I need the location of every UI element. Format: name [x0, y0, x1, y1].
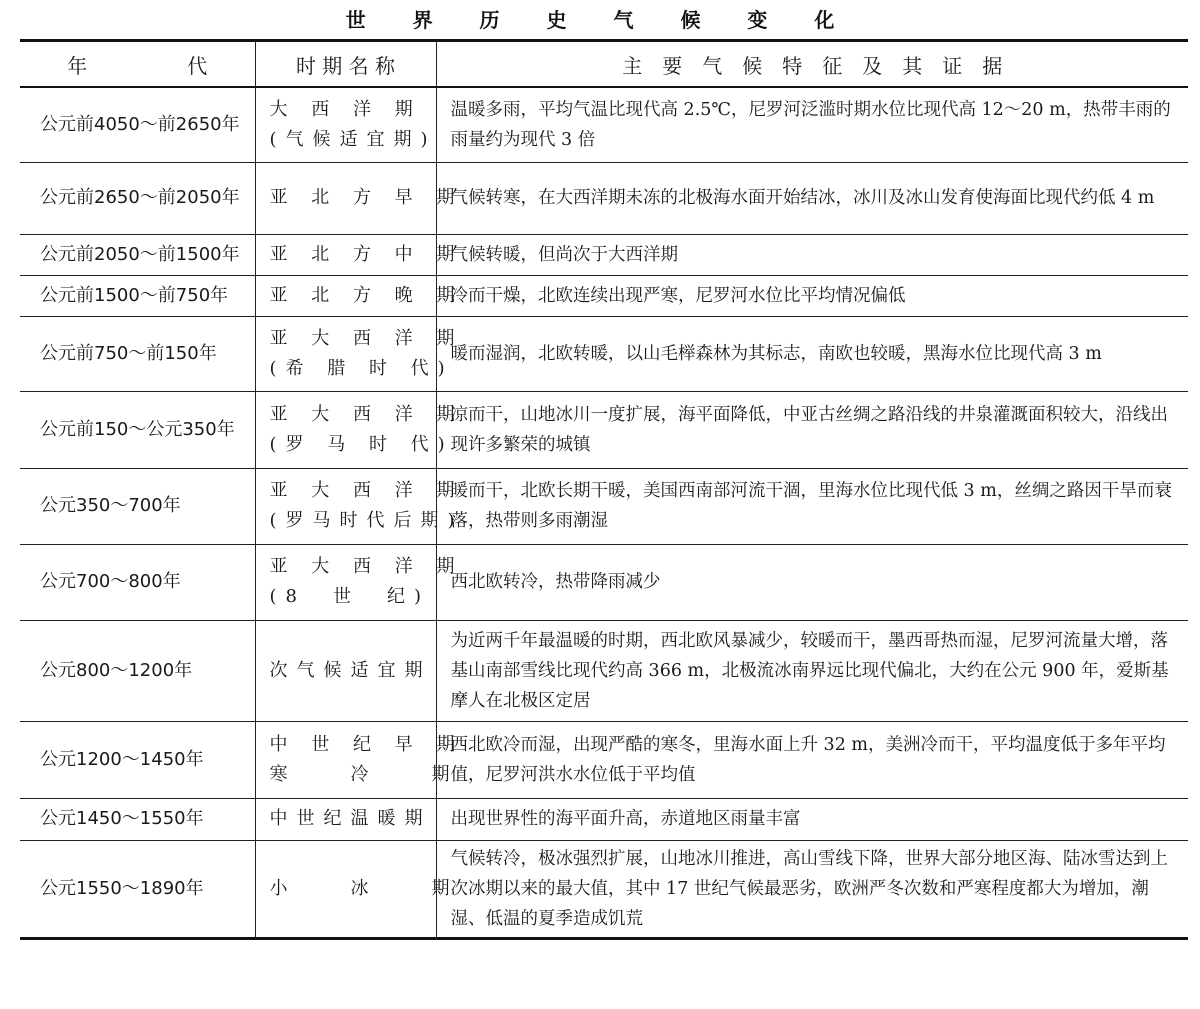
- period-line: 中世纪温暖期: [269, 808, 432, 829]
- era-cell: 公元350～700年: [20, 468, 255, 544]
- header-period: 时 期 名 称: [255, 41, 436, 88]
- era-cell: 公元前2050～前1500年: [20, 234, 255, 275]
- era-cell: 公元1200～1450年: [20, 721, 255, 798]
- period-line: 亚 北 方 早 期: [269, 187, 464, 208]
- period-line: 亚 大 西 洋 期: [269, 480, 464, 501]
- period-cell: [255, 620, 436, 721]
- climate-table: [20, 39, 1188, 940]
- era-cell: 公元前750～前150年: [20, 316, 255, 391]
- features-cell: 为近两千年最温暖的时期，西北欧风暴减少，较暖而干，墨西哥热而湿，尼罗河流量大增，落基山南部雪线比现代约高 366 m，北极流冰南界远比现代偏北，大约在公元 900 年，爱斯基摩人在北极区定居: [436, 620, 1188, 721]
- features-cell: 温暖多雨，平均气温比现代高 2.5℃，尼罗河泛滥时期水位比现代高 12～20 m，热带丰雨的雨量约为现代 3 倍: [436, 87, 1188, 162]
- table-row: [20, 275, 1188, 316]
- era-cell: 公元1450～1550年: [20, 798, 255, 840]
- features-cell: 西北欧转冷，热带降雨减少: [436, 544, 1188, 620]
- period-line: (气候适宜期): [269, 128, 437, 150]
- period-line: (希 腊 时 代): [269, 357, 454, 379]
- period-line: (8 世 纪): [269, 586, 430, 607]
- period-line: 寒 冷 期: [269, 763, 459, 785]
- period-line: 亚 大 西 洋 期: [269, 327, 464, 349]
- table-row: [20, 544, 1188, 620]
- header-row: [20, 41, 1188, 88]
- period-cell: [255, 162, 464, 234]
- table-row: [20, 468, 1188, 544]
- period-line: 亚 北 方 晚 期: [269, 284, 464, 306]
- period-line: (罗 马 时 代): [269, 433, 454, 455]
- period-line: 亚 大 西 洋 期: [269, 403, 464, 425]
- features-cell: 气候转冷，极冰强烈扩展，山地冰川推进，高山雪线下降，世界大部分地区海、陆冰雪达到上次冰期以来的最大值，其中 17 世纪气候最恶劣，欧洲严冬次数和严寒程度都大为增加，潮湿、低温的夏季造成饥荒: [436, 840, 1188, 938]
- table-row: [20, 234, 1188, 275]
- features-cell: 气候转寒，在大西洋期未冻的北极海水面开始结冰，冰川及冰山发育使海面比现代约低 4 m: [436, 162, 1188, 234]
- era-cell: 公元700～800年: [20, 544, 255, 620]
- era-cell: 公元前4050～前2650年: [20, 87, 255, 162]
- period-cell: [255, 468, 464, 544]
- period-line: 中 世 纪 早 期: [269, 733, 464, 755]
- table-row: [20, 840, 1188, 938]
- table-row: [20, 721, 1188, 798]
- features-cell: 冷而干燥，北欧连续出现严寒，尼罗河水位比平均情况偏低: [436, 275, 1188, 316]
- period-cell: [255, 87, 436, 162]
- era-cell: 公元1550～1890年: [20, 840, 255, 938]
- period-cell: [255, 275, 464, 316]
- table-row: [20, 620, 1188, 721]
- features-cell: 西北欧冷而湿，出现严酷的寒冬，里海水面上升 32 m，美洲冷而干，平均温度低于多年平均值，尼罗河洪水水位低于平均值: [436, 721, 1188, 798]
- era-cell: 公元前150～公元350年: [20, 391, 255, 468]
- features-cell: 气候转暖，但尚次于大西洋期: [436, 234, 1188, 275]
- features-cell: 出现世界性的海平面升高，赤道地区雨量丰富: [436, 798, 1188, 840]
- table-row: [20, 798, 1188, 840]
- period-cell: [255, 391, 464, 468]
- period-line: 大 西 洋 期: [269, 98, 422, 120]
- period-cell: [255, 316, 464, 391]
- period-line: 亚 北 方 中 期: [269, 243, 464, 265]
- features-cell: 凉而干，山地冰川一度扩展，海平面降低，中亚古丝绸之路沿线的井泉灌溉面积较大，沿线出现许多繁荣的城镇: [436, 391, 1188, 468]
- period-cell: [255, 840, 459, 938]
- period-line: 亚 大 西 洋 期: [269, 556, 464, 577]
- table-row: [20, 316, 1188, 391]
- table-row: [20, 391, 1188, 468]
- features-cell: 暖而干，北欧长期干暖，美国西南部河流干涸，里海水位比现代低 3 m，丝绸之路因干旱而衰落，热带则多雨潮湿: [436, 468, 1188, 544]
- table-row: [20, 87, 1188, 162]
- period-cell: [255, 721, 464, 798]
- period-line: (罗马时代后期): [269, 510, 464, 531]
- period-line: 小 冰 期: [269, 877, 459, 899]
- period-line: 次气候适宜期: [269, 659, 432, 681]
- period-cell: [255, 544, 464, 620]
- header-features: 主 要 气 候 特 征 及 其 证 据: [436, 41, 1188, 88]
- page-title: 世 界 历 史 气 候 变 化: [345, 8, 855, 32]
- features-cell: 暖而湿润，北欧转暖，以山毛榉森林为其标志，南欧也较暖，黑海水位比现代高 3 m: [436, 316, 1188, 391]
- era-cell: 公元前2650～前2050年: [20, 162, 255, 234]
- period-cell: [255, 234, 464, 275]
- table-row: [20, 162, 1188, 234]
- era-cell: 公元800～1200年: [20, 620, 255, 721]
- header-era: 年 代: [20, 41, 255, 88]
- era-cell: 公元前1500～前750年: [20, 275, 255, 316]
- period-cell: [255, 798, 436, 840]
